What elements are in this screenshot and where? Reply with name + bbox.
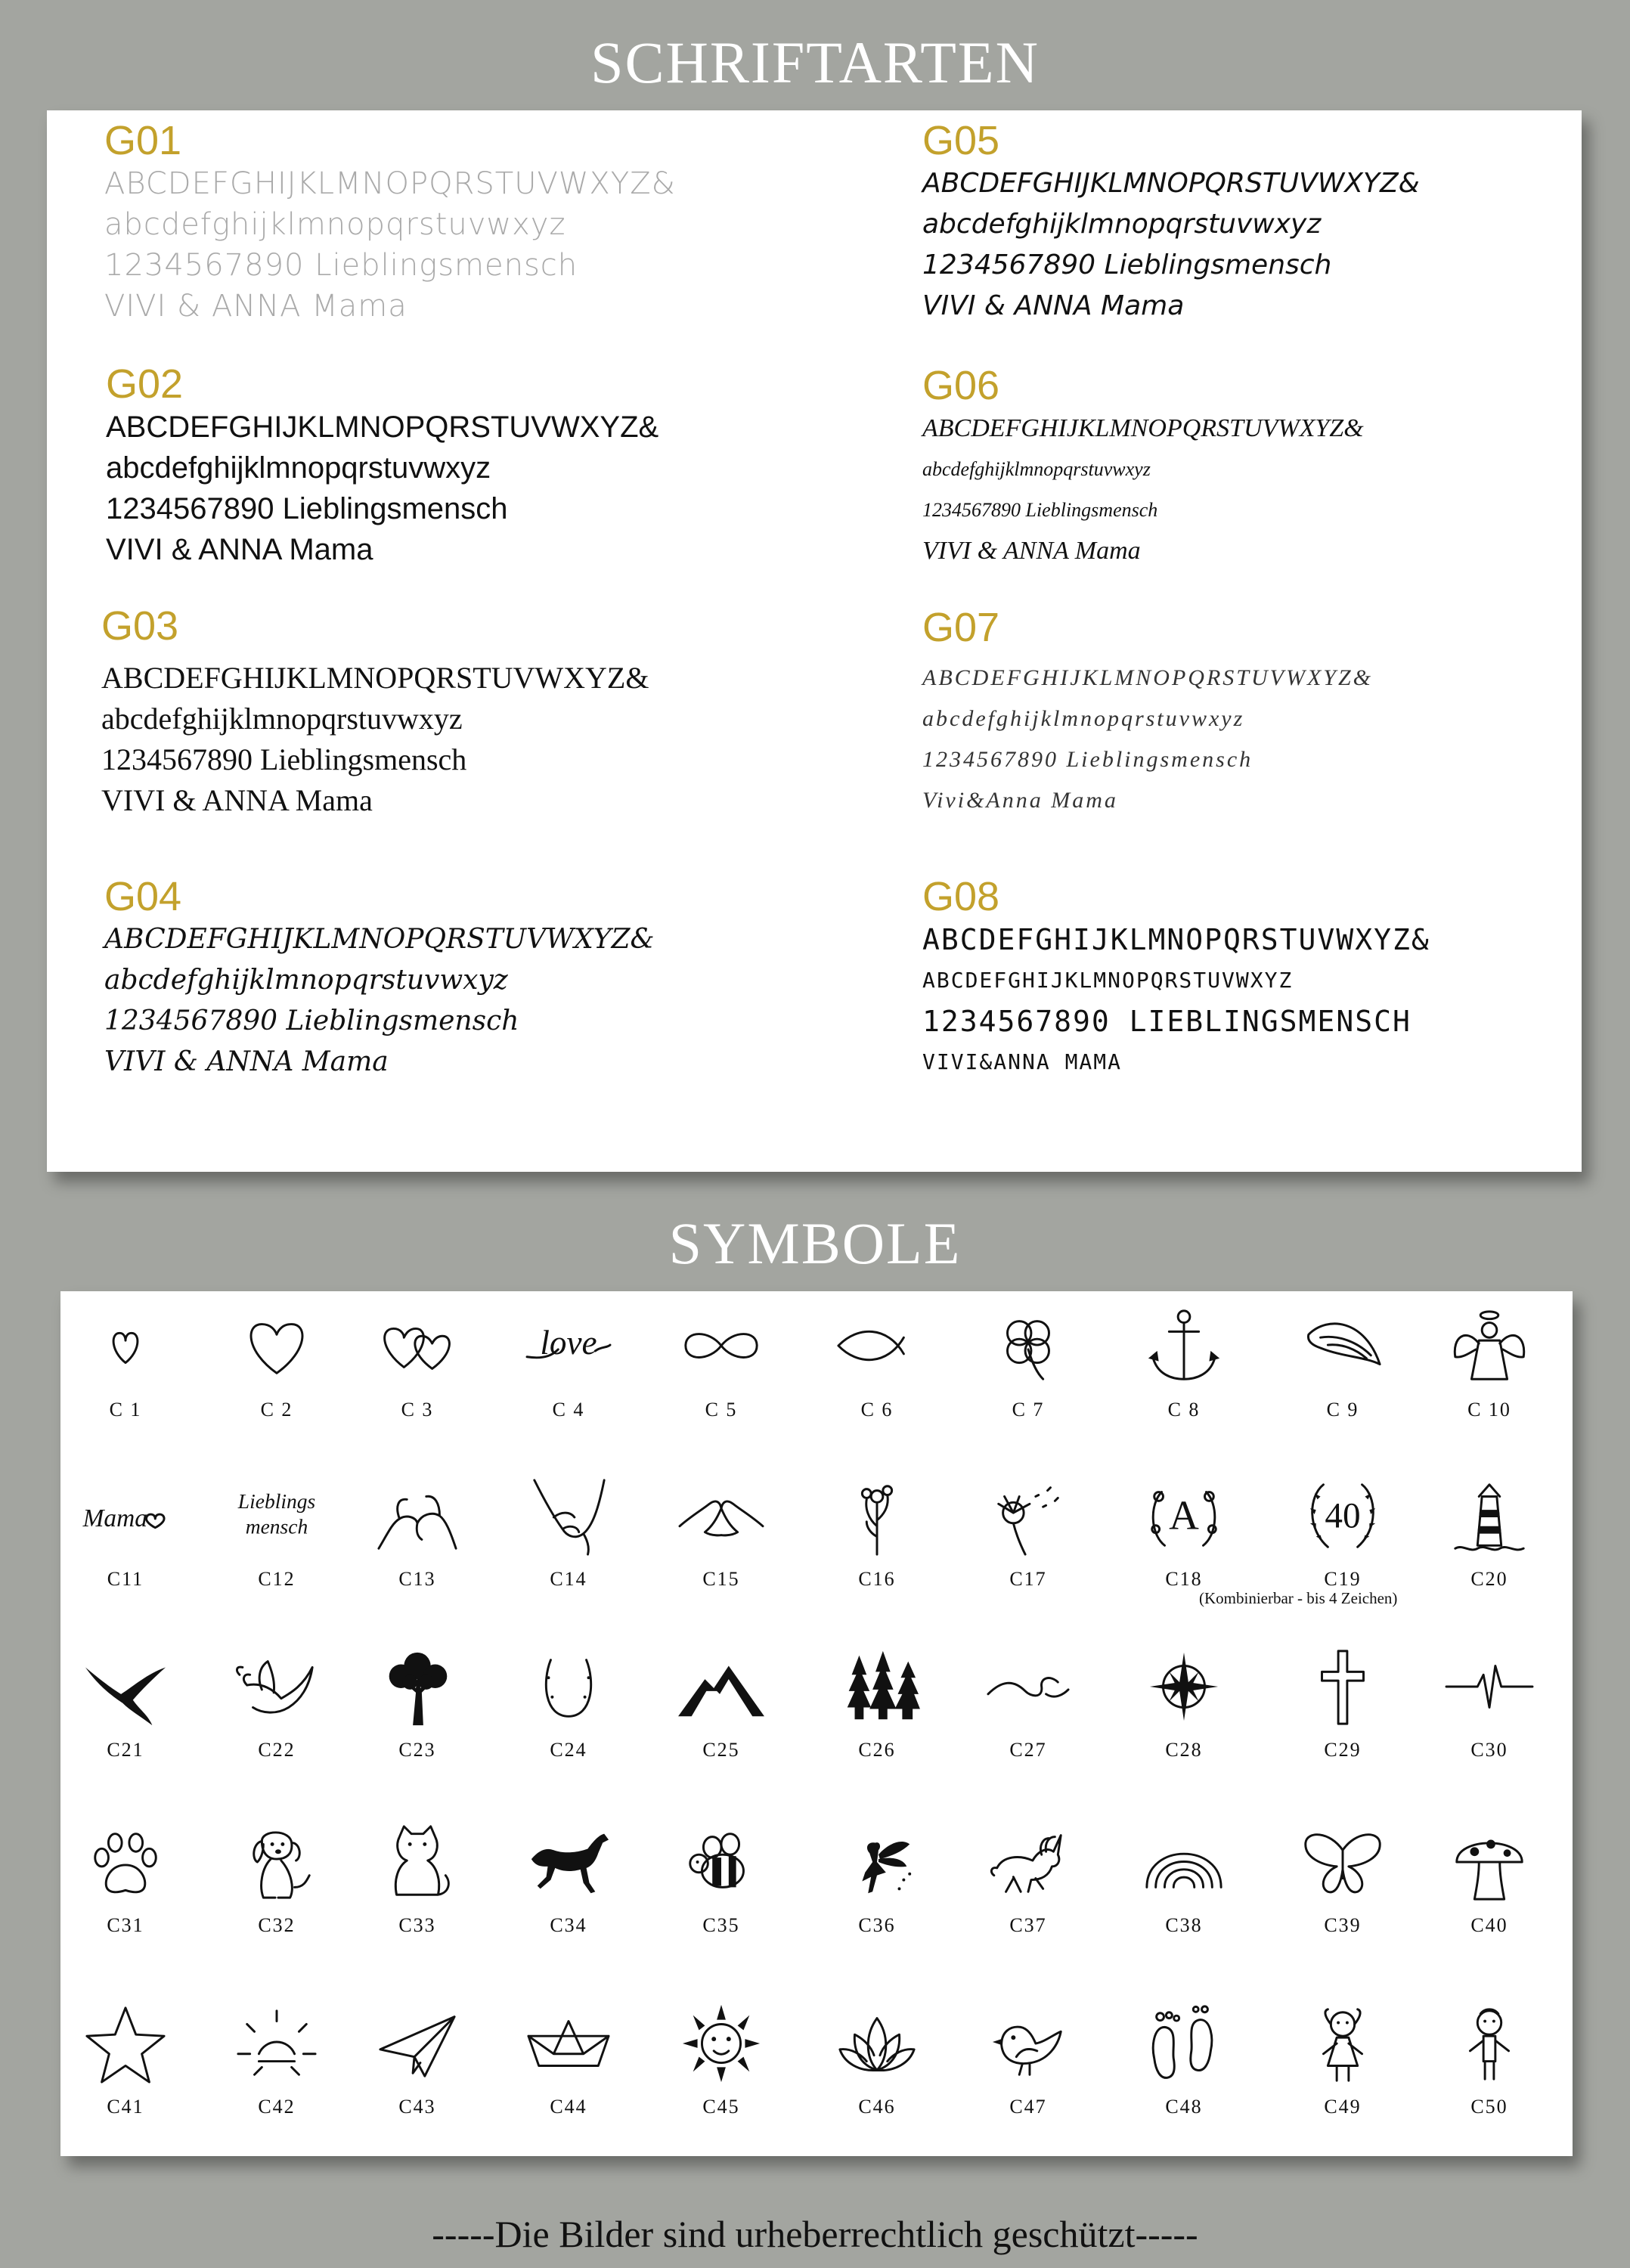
symbol-code: C 5: [705, 1399, 738, 1421]
sun-icon: [201, 2002, 352, 2085]
cross-icon: [1267, 1645, 1418, 1728]
symbol-horse[interactable]: [493, 1820, 644, 1937]
symbol-love-script[interactable]: [493, 1305, 644, 1421]
symbol-holding-hands[interactable]: [493, 1474, 644, 1591]
symbol-lighthouse[interactable]: [1414, 1474, 1565, 1591]
sun-face-icon: [646, 2002, 797, 2085]
symbol-boy[interactable]: [1414, 2002, 1565, 2118]
symbol-code: C30: [1470, 1739, 1508, 1761]
font-line: ABCDEFGHIJKLMNOPQRSTUVWXYZ&: [101, 661, 649, 695]
font-line: abcdefghijklmnopqrstuvwxyz: [922, 209, 1322, 240]
symbol-butterfly[interactable]: [1267, 1820, 1418, 1937]
compass-icon: [1108, 1645, 1260, 1728]
symbol-code: C 3: [401, 1399, 434, 1421]
symbol-code: C40: [1470, 1914, 1508, 1936]
symbol-flowers[interactable]: [801, 1474, 953, 1591]
font-line: ABCDEFGHIJKLMNOPQRSTUVWXYZ&: [104, 166, 676, 201]
font-line: VIVI & ANNA Mama: [922, 537, 1141, 565]
wings-icon: [1267, 1305, 1418, 1388]
symbol-code: C47: [1009, 2096, 1047, 2118]
butterfly-icon: [1267, 1820, 1418, 1904]
font-sample-g01[interactable]: [104, 118, 830, 327]
boy-icon: [1414, 2002, 1565, 2085]
lighthouse-icon: [1414, 1474, 1565, 1557]
symbol-small-heart[interactable]: [50, 1305, 201, 1421]
flowers-icon: [801, 1474, 953, 1557]
symbol-laurel-number[interactable]: [1267, 1474, 1418, 1591]
symbol-code: C25: [702, 1739, 740, 1761]
symbols-panel: [60, 1291, 1573, 2156]
symbol-code: C 4: [552, 1399, 585, 1421]
font-sample-g03[interactable]: [101, 603, 827, 821]
font-sample-g02[interactable]: [106, 361, 832, 570]
font-line: VIVI&ANNA MAMA: [922, 1049, 1123, 1074]
font-id: G03: [101, 603, 179, 649]
fonts-heading: SCHRIFTARTEN: [590, 29, 1040, 95]
symbol-code: C23: [398, 1739, 436, 1761]
symbol-dove[interactable]: [201, 1645, 352, 1761]
symbol-paw[interactable]: [50, 1820, 201, 1937]
symbol-code: C43: [398, 2096, 436, 2118]
font-line: ABCDEFGHIJKLMNOPQRSTUVWXYZ&: [106, 411, 659, 444]
font-id: G08: [922, 874, 1000, 919]
symbol-angel[interactable]: [1414, 1305, 1565, 1421]
symbol-note: (Kombinierbar - bis 4 Zeichen): [1199, 1589, 1398, 1607]
rainbow-icon: [1108, 1820, 1260, 1904]
font-line: ABCDEFGHIJKLMNOPQRSTUVWXYZ&: [922, 414, 1364, 442]
font-line: abcdefghijklmnopqrstuvwxyz: [104, 965, 508, 996]
symbol-sun[interactable]: [201, 2002, 352, 2118]
symbol-code: C17: [1009, 1568, 1047, 1590]
font-line: 1234567890 Lieblingsmensch: [922, 249, 1332, 280]
bee-icon: [646, 1820, 797, 1904]
heartbeat-icon: [1414, 1645, 1565, 1728]
symbol-wave[interactable]: [953, 1645, 1104, 1761]
symbol-sun-face[interactable]: [646, 2002, 797, 2118]
font-sample-g04[interactable]: [104, 874, 830, 1083]
font-sample-g07[interactable]: [922, 605, 1630, 821]
mushroom-icon: [1414, 1820, 1565, 1904]
font-line: abcdefghijklmnopqrstuvwxyz: [922, 458, 1151, 480]
paper-plane-icon: [342, 2002, 493, 2085]
svg-text:Mama: Mama: [82, 1504, 147, 1532]
symbol-code: C14: [550, 1568, 587, 1590]
symbol-horseshoe[interactable]: [493, 1645, 644, 1761]
font-line: abcdefghijklmnopqrstuvwxyz: [922, 706, 1245, 731]
lieblingsmensch-script-icon: [201, 1474, 352, 1557]
horse-icon: [493, 1820, 644, 1904]
floral-letter-icon: [1108, 1474, 1260, 1557]
font-line: 1234567890 LIEBLINGSMENSCH: [922, 1005, 1412, 1038]
symbol-unicorn[interactable]: [953, 1820, 1104, 1937]
symbol-mountains[interactable]: [646, 1645, 797, 1761]
two-hearts-icon: [342, 1305, 493, 1388]
symbol-code: C13: [398, 1568, 436, 1590]
symbol-cross[interactable]: [1267, 1645, 1418, 1761]
font-id: G04: [104, 874, 182, 919]
symbol-code: C32: [258, 1914, 296, 1936]
paper-boat-icon: [493, 2002, 644, 2085]
fish-icon: [801, 1305, 953, 1388]
font-id: G05: [922, 118, 1000, 163]
symbol-code: C44: [550, 2096, 587, 2118]
symbol-code: C49: [1324, 2096, 1362, 2118]
footprints-icon: [1108, 2002, 1260, 2085]
symbol-clover[interactable]: [953, 1305, 1104, 1421]
svg-text:mensch: mensch: [245, 1514, 308, 1538]
font-line: 1234567890 Lieblingsmensch: [922, 499, 1158, 521]
symbol-code: C42: [258, 2096, 296, 2118]
symbol-star[interactable]: [50, 2002, 201, 2118]
symbol-compass[interactable]: [1108, 1645, 1260, 1761]
symbol-code: C50: [1470, 2096, 1508, 2118]
mountains-icon: [646, 1645, 797, 1728]
symbol-code: C35: [702, 1914, 740, 1936]
symbol-code: C27: [1009, 1739, 1047, 1761]
symbol-girl[interactable]: [1267, 2002, 1418, 2118]
font-id: G06: [922, 363, 1000, 408]
font-line: 1234567890 Lieblingsmensch: [106, 492, 508, 525]
font-line: Vivi&Anna Mama: [922, 788, 1118, 813]
symbol-code: C36: [858, 1914, 896, 1936]
infinity-icon: [646, 1305, 797, 1388]
lotus-icon: [801, 2002, 953, 2085]
font-sample-g05[interactable]: [922, 118, 1630, 327]
holding-hands-icon: [493, 1474, 644, 1557]
font-line: ABCDEFGHIJKLMNOPQRSTUVWXYZ&: [922, 923, 1430, 956]
horseshoe-icon: [493, 1645, 644, 1728]
font-line: 1234567890 Lieblingsmensch: [104, 248, 578, 283]
symbol-code: C 2: [260, 1399, 293, 1421]
fairy-icon: [801, 1820, 953, 1904]
dove-icon: [201, 1645, 352, 1728]
swallow-icon: [50, 1645, 201, 1728]
fonts-panel: [47, 110, 1582, 1172]
pinky-promise-icon: [342, 1474, 493, 1557]
symbol-dog[interactable]: [201, 1820, 352, 1937]
symbol-code: C 1: [109, 1399, 142, 1421]
symbol-dandelion[interactable]: [953, 1474, 1104, 1591]
svg-text:love: love: [540, 1323, 597, 1362]
symbol-paper-boat[interactable]: [493, 2002, 644, 2118]
symbol-code: C 10: [1467, 1399, 1511, 1421]
clover-icon: [953, 1305, 1104, 1388]
font-line: abcdefghijklmnopqrstuvwxyz: [106, 451, 491, 485]
svg-text:40: 40: [1325, 1496, 1361, 1536]
font-line: ABCDEFGHIJKLMNOPQRSTUVWXYZ: [922, 968, 1294, 993]
symbol-code: C24: [550, 1739, 587, 1761]
pine-trees-icon: [801, 1645, 953, 1728]
symbol-fairy[interactable]: [801, 1820, 953, 1937]
font-sample-g06[interactable]: [922, 363, 1630, 572]
symbol-paper-plane[interactable]: [342, 2002, 493, 2118]
mama-script-icon: [50, 1474, 201, 1557]
symbol-mama-script[interactable]: [50, 1474, 201, 1591]
font-line: 1234567890 Lieblingsmensch: [101, 742, 467, 776]
symbol-lieblingsmensch-script[interactable]: [201, 1474, 352, 1591]
unicorn-icon: [953, 1820, 1104, 1904]
symbol-cat[interactable]: [342, 1820, 493, 1937]
love-script-icon: [493, 1305, 644, 1388]
dog-icon: [201, 1820, 352, 1904]
cat-icon: [342, 1820, 493, 1904]
symbol-pine-trees[interactable]: [801, 1645, 953, 1761]
symbol-code: C37: [1009, 1914, 1047, 1936]
symbol-code: C33: [398, 1914, 436, 1936]
symbol-code: C20: [1470, 1568, 1508, 1590]
font-line: VIVI & ANNA Mama: [922, 290, 1185, 321]
font-line: ABCDEFGHIJKLMNOPQRSTUVWXYZ&: [922, 168, 1420, 199]
font-line: abcdefghijklmnopqrstuvwxyz: [104, 207, 566, 242]
symbol-code: C12: [258, 1568, 296, 1590]
small-heart-icon: [50, 1305, 201, 1388]
symbol-code: C19: [1324, 1568, 1362, 1590]
font-line: 1234567890 Lieblingsmensch: [922, 747, 1253, 772]
font-line: VIVI & ANNA Mama: [104, 289, 408, 324]
symbol-code: C38: [1165, 1914, 1203, 1936]
bird-icon: [953, 2002, 1104, 2085]
symbol-code: C22: [258, 1739, 296, 1761]
dandelion-icon: [953, 1474, 1104, 1557]
symbol-mushroom[interactable]: [1414, 1820, 1565, 1937]
symbol-wings[interactable]: [1267, 1305, 1418, 1421]
symbol-bird[interactable]: [953, 2002, 1104, 2118]
symbol-rainbow[interactable]: [1108, 1820, 1260, 1937]
symbol-footprints[interactable]: [1108, 2002, 1260, 2118]
symbol-tree[interactable]: [342, 1645, 493, 1761]
anchor-icon: [1108, 1305, 1260, 1388]
symbol-heartbeat[interactable]: [1414, 1645, 1565, 1761]
symbol-code: C46: [858, 2096, 896, 2118]
font-line: ABCDEFGHIJKLMNOPQRSTUVWXYZ&: [104, 924, 655, 955]
symbol-pinky-promise[interactable]: [342, 1474, 493, 1591]
symbol-code: C41: [107, 2096, 144, 2118]
laurel-number-icon: [1267, 1474, 1418, 1557]
symbol-code: C34: [550, 1914, 587, 1936]
symbol-anchor[interactable]: [1108, 1305, 1260, 1421]
font-line: VIVI & ANNA Mama: [106, 533, 373, 566]
copyright-footer: -----Die Bilder sind urheberrechtlich geschützt-----: [432, 2213, 1198, 2255]
symbol-lotus[interactable]: [801, 2002, 953, 2118]
font-sample-g08[interactable]: [922, 874, 1630, 1083]
angel-icon: [1414, 1305, 1565, 1388]
symbol-code: C26: [858, 1739, 896, 1761]
symbol-bee[interactable]: [646, 1820, 797, 1937]
symbol-fish[interactable]: [801, 1305, 953, 1421]
symbol-code: C11: [107, 1568, 144, 1590]
font-line: 1234567890 Lieblingsmensch: [104, 1005, 519, 1036]
symbol-code: C 8: [1167, 1399, 1201, 1421]
symbol-two-hearts[interactable]: [342, 1305, 493, 1421]
font-line: VIVI & ANNA Mama: [104, 1046, 389, 1077]
font-line: VIVI & ANNA Mama: [101, 783, 373, 817]
girl-icon: [1267, 2002, 1418, 2085]
font-id: G02: [106, 361, 184, 407]
symbol-code: C31: [107, 1914, 144, 1936]
font-id: G01: [104, 118, 182, 163]
symbol-code: C15: [702, 1568, 740, 1590]
symbol-code: C21: [107, 1739, 144, 1761]
symbol-swallow[interactable]: [50, 1645, 201, 1761]
symbol-heart[interactable]: [201, 1305, 352, 1421]
symbol-code: C29: [1324, 1739, 1362, 1761]
symbol-heart-hands[interactable]: [646, 1474, 797, 1591]
font-line: abcdefghijklmnopqrstuvwxyz: [101, 702, 463, 736]
svg-text:Lieblings: Lieblings: [237, 1489, 316, 1514]
paw-icon: [50, 1820, 201, 1904]
font-line: ABCDEFGHIJKLMNOPQRSTUVWXYZ&: [922, 665, 1373, 690]
font-id: G07: [922, 605, 1000, 650]
svg-text:A: A: [1169, 1492, 1199, 1538]
symbol-code: C 7: [1012, 1399, 1045, 1421]
heart-hands-icon: [646, 1474, 797, 1557]
symbol-code: C16: [858, 1568, 896, 1590]
symbol-code: C39: [1324, 1914, 1362, 1936]
symbol-code: C 9: [1326, 1399, 1359, 1421]
symbol-code: C48: [1165, 2096, 1203, 2118]
symbol-code: C 6: [860, 1399, 894, 1421]
wave-icon: [953, 1645, 1104, 1728]
symbol-code: C18: [1165, 1568, 1203, 1590]
symbol-code: C28: [1165, 1739, 1203, 1761]
symbol-code: C45: [702, 2096, 740, 2118]
tree-icon: [342, 1645, 493, 1728]
heart-icon: [201, 1305, 352, 1388]
symbols-heading: SYMBOLE: [668, 1210, 962, 1276]
symbol-infinity[interactable]: [646, 1305, 797, 1421]
star-icon: [50, 2002, 201, 2085]
